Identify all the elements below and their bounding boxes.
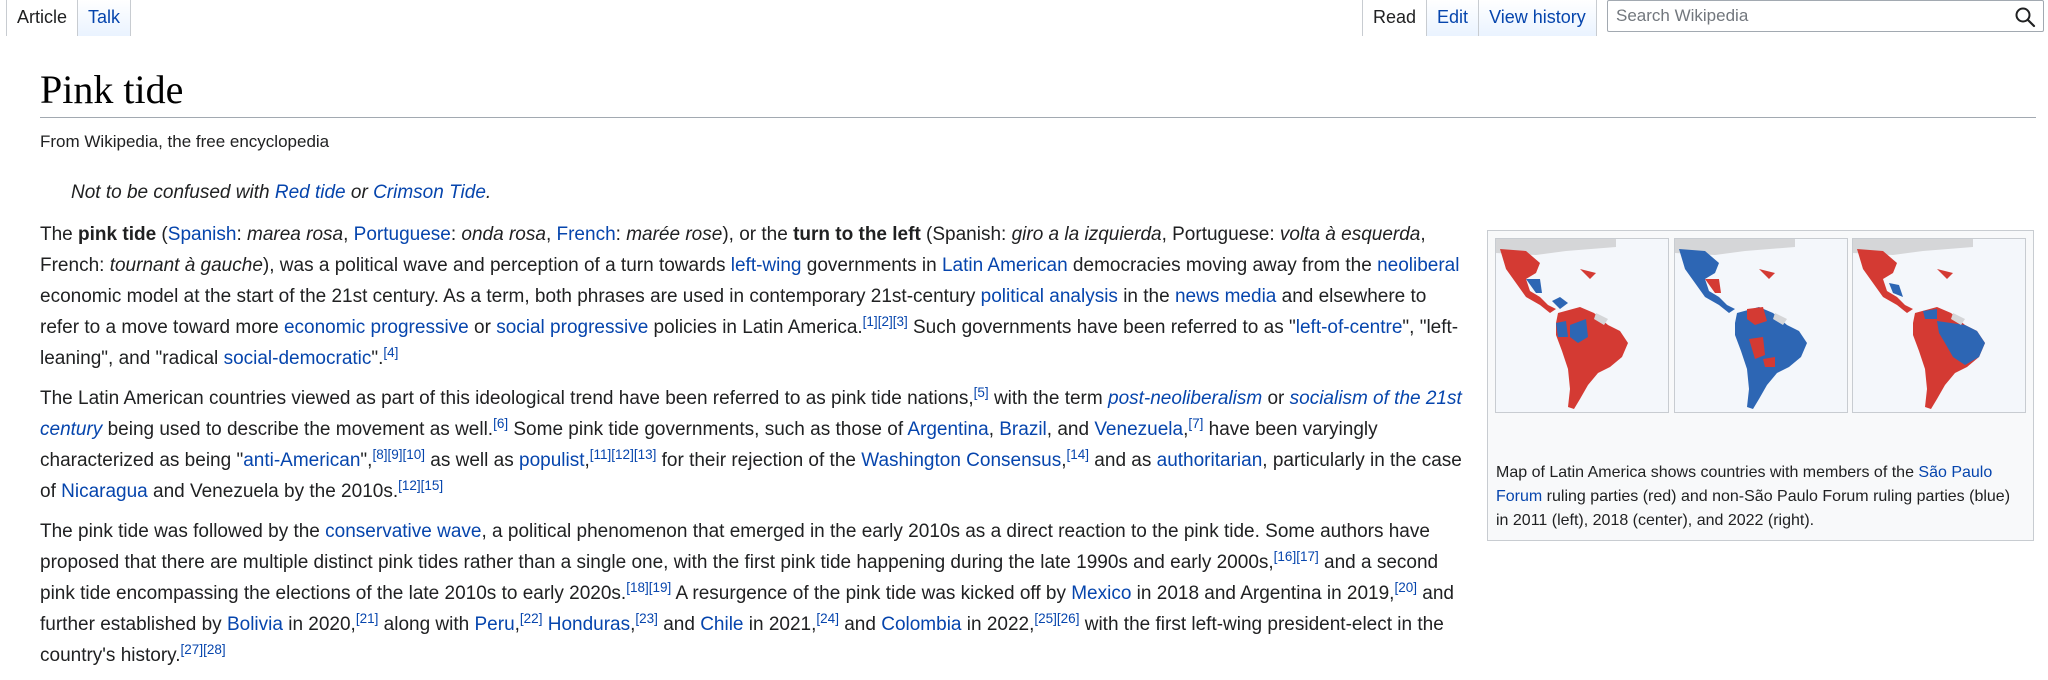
paragraph-text: , particularly in the case of [40, 450, 1462, 502]
tab-talk[interactable]: Talk [77, 0, 131, 36]
paragraph-text: : [236, 224, 247, 245]
paragraph-text: : [450, 224, 462, 245]
paragraph-text: , a political phenomenon that emerged in the early 2010s as a direct reaction to the pink tide. Some authors have proposed that there are multiple distinct pink tides rather than a single one, with the first pink tide happening during the late 1990s and early 2000s, [40, 521, 1430, 573]
paragraph-text: governments in [801, 255, 942, 276]
paragraph-text: , French: [40, 224, 1426, 276]
map-2011[interactable] [1495, 238, 1669, 413]
citation-group [356, 611, 379, 626]
paragraph-text: democracies moving away from the [1067, 255, 1378, 276]
link-venezuela[interactable]: Venezuela [1094, 419, 1184, 440]
citation-link[interactable]: [14] [1066, 447, 1090, 462]
link-authoritarian[interactable]: authoritarian [1156, 450, 1263, 471]
paragraph-text: , [545, 224, 557, 245]
citation-link[interactable]: [26] [1056, 611, 1080, 626]
paragraph-text: policies in Latin America. [648, 317, 863, 338]
citation-group [816, 611, 839, 626]
citation-link[interactable]: [5] [973, 385, 989, 400]
link-portuguese[interactable]: Portuguese [353, 224, 451, 245]
paragraph-text: ". [371, 348, 384, 369]
paragraph-text: along with [378, 614, 475, 635]
paragraph-text: , [1061, 450, 1067, 471]
link-social-democratic[interactable]: social-democratic [223, 348, 372, 369]
citation-link[interactable]: [12] [611, 447, 634, 462]
site-tagline: From Wikipedia, the free encyclopedia [40, 132, 330, 151]
citation-link[interactable]: [4] [383, 345, 399, 360]
paragraph-text: , Portuguese: [1161, 224, 1280, 245]
paragraph-text: ), was a political wave and perception of a turn towards [262, 255, 731, 276]
paragraph-text: and as [1089, 450, 1157, 471]
term-pink-tide: pink tide [78, 224, 157, 245]
italic-term: giro a la izquierda [1011, 224, 1162, 245]
link-left-wing[interactable]: left-wing [730, 255, 802, 276]
hatnote [71, 180, 491, 206]
search-input[interactable] [1616, 2, 1996, 30]
map-2018[interactable] [1674, 238, 1848, 413]
link-socialism-21st-century[interactable]: socialism of the 21st century [40, 388, 1462, 440]
citation-group [493, 416, 508, 431]
hatnote-text: Not to be confused with [71, 182, 275, 203]
paragraph-text: being used to describe the movement as well. [102, 419, 494, 440]
paragraph-text: The [40, 224, 79, 245]
view-tabs [1362, 0, 1597, 36]
map-caption [1496, 461, 2026, 533]
link-nicaragua[interactable]: Nicaragua [61, 481, 148, 502]
italic-term [1108, 388, 1262, 409]
citation-link[interactable]: [1] [862, 314, 878, 329]
citation-link[interactable]: [6] [493, 416, 509, 431]
link-news-media[interactable]: news media [1174, 286, 1277, 307]
citation-link[interactable]: [21] [355, 611, 379, 626]
link-brazil[interactable]: Brazil [999, 419, 1047, 440]
citation-group [398, 478, 443, 493]
paragraph-text: have been varyingly characterized as being " [40, 419, 1378, 471]
map-2022-image [1853, 239, 2025, 412]
search-box [1607, 0, 2044, 32]
citation-group [520, 611, 543, 626]
paragraph-text: economic model at the start of the 21st century. As a term, both phrases are used in contemporary 21st-century [40, 286, 981, 307]
citation-link[interactable]: [15] [420, 478, 444, 493]
paragraph-text: Some pink tide governments, such as those of [508, 419, 908, 440]
tab-read[interactable]: Read [1362, 0, 1426, 36]
citation-link[interactable]: [3] [892, 314, 908, 329]
map-thumbnail [1487, 230, 2034, 541]
link-argentina[interactable]: Argentina [907, 419, 989, 440]
citation-link[interactable]: [22] [519, 611, 543, 626]
link-mexico[interactable]: Mexico [1071, 583, 1132, 604]
italic-term: onda rosa [461, 224, 546, 245]
paragraph-text: or [468, 317, 497, 338]
tab-article[interactable]: Article [6, 0, 77, 36]
citation-group [383, 345, 398, 360]
paragraph-text: and [838, 614, 882, 635]
paragraph-text: and further established by [40, 583, 1454, 635]
link-social-progressive[interactable]: social progressive [496, 317, 649, 338]
link-spanish[interactable]: Spanish [167, 224, 237, 245]
paragraph-text: Such governments have been referred to as " [907, 317, 1296, 338]
citation-link[interactable]: [18] [626, 580, 649, 595]
citation-group [863, 314, 908, 329]
citation-link[interactable]: [25] [1034, 611, 1057, 626]
citation-group [1394, 580, 1417, 595]
paragraph-2 [40, 383, 1468, 507]
citation-link[interactable]: [9] [387, 447, 403, 462]
paragraph-text: with the first left-wing president-elect in the country's history. [40, 614, 1444, 666]
link-anti-american[interactable]: anti-American [243, 450, 361, 471]
citation-link[interactable]: [17] [1296, 549, 1319, 564]
paragraph-1 [40, 219, 1468, 374]
link-french[interactable]: French [556, 224, 616, 245]
paragraph-text: : [615, 224, 627, 245]
paragraph-text: with the term [988, 388, 1108, 409]
citation-group [181, 642, 226, 657]
paragraph-text: ), or the [722, 224, 794, 245]
page-title: Pink tide [40, 67, 184, 112]
link-economic-progressive[interactable]: economic progressive [283, 317, 469, 338]
citation-link[interactable]: [13] [633, 447, 657, 462]
paragraph-text: and a second pink tide encompassing the elections of the late 2010s to early 2020s. [40, 552, 1439, 604]
citation-link[interactable]: [12] [398, 478, 421, 493]
paragraph-text: , [343, 224, 354, 245]
paragraph-text: as well as [425, 450, 519, 471]
paragraph-text: and Venezuela by the 2010s. [147, 481, 399, 502]
link-crimson-tide[interactable]: Crimson Tide [373, 182, 486, 203]
citation-group [1188, 416, 1203, 431]
term-turn-to-the-left: turn to the left [793, 224, 921, 245]
citation-group [372, 447, 425, 462]
citation-group [1067, 447, 1090, 462]
citation-link[interactable]: [11] [589, 447, 612, 462]
tab-view-history[interactable]: View history [1478, 0, 1597, 36]
citation-group [590, 447, 657, 462]
tab-bar [0, 0, 2048, 36]
citation-link[interactable]: [16] [1273, 549, 1297, 564]
link-colombia[interactable]: Colombia [881, 614, 962, 635]
paragraph-text: in 2018 and Argentina in 2019, [1131, 583, 1395, 604]
paragraph-text: in the [1117, 286, 1175, 307]
citation-link[interactable]: [8] [372, 447, 388, 462]
citation-group [974, 385, 989, 400]
map-2018-image [1675, 239, 1847, 412]
map-2022[interactable] [1852, 238, 2026, 413]
italic-term: marea rosa [247, 224, 344, 245]
citation-group [1034, 611, 1079, 626]
paragraph-text: The Latin American countries viewed as part of this ideological trend have been referred to as pink tide nations, [40, 388, 974, 409]
citation-link[interactable]: [2] [877, 314, 893, 329]
citation-link[interactable]: [24] [816, 611, 839, 626]
paragraph-text: (Spanish: [920, 224, 1012, 245]
citation-group [1274, 549, 1319, 564]
citation-group [635, 611, 658, 626]
italic-term: volta à esquerda [1279, 224, 1421, 245]
citation-group [626, 580, 671, 595]
citation-link[interactable]: [20] [1394, 580, 1417, 595]
link-chile[interactable]: Chile [700, 614, 744, 635]
link-neoliberal[interactable]: neoliberal [1377, 255, 1460, 276]
title-divider [40, 117, 2036, 118]
paragraph-text: in 2022, [961, 614, 1035, 635]
paragraph-3 [40, 516, 1468, 671]
paragraph-text: , [584, 450, 590, 471]
link-political-analysis[interactable]: political analysis [980, 286, 1118, 307]
link-honduras[interactable]: Honduras [547, 614, 631, 635]
link-peru[interactable]: Peru [474, 614, 515, 635]
citation-link[interactable]: [27] [180, 642, 204, 657]
article-body [40, 219, 1468, 680]
link-left-of-centre[interactable]: left-of-centre [1295, 317, 1403, 338]
namespace-tabs [6, 0, 131, 36]
map-panels [1495, 238, 2026, 413]
paragraph-text: ", "left-leaning", and "radical [40, 317, 1459, 369]
link-conservative-wave[interactable]: conservative wave [325, 521, 482, 542]
italic-term: tournant à gauche [109, 255, 263, 276]
paragraph-text: , and [1046, 419, 1095, 440]
paragraph-text: A resurgence of the pink tide was kicked off by [671, 583, 1072, 604]
paragraph-text: in 2020, [282, 614, 356, 635]
paragraph-text: and [657, 614, 701, 635]
hatnote-text: or [345, 182, 374, 203]
link-red-tide[interactable]: Red tide [274, 182, 346, 203]
caption-text: ruling parties (red) and non-São Paulo Forum ruling parties (blue) in 2011 (left), 2018 (center), and 2022 (right). [1496, 488, 2011, 529]
paragraph-text: in 2021, [743, 614, 817, 635]
tab-edit[interactable]: Edit [1426, 0, 1478, 36]
link-washington-consensus[interactable]: Washington Consensus [861, 450, 1062, 471]
italic-term: marée rose [626, 224, 723, 245]
paragraph-text: for their rejection of the [656, 450, 862, 471]
link-latin-american[interactable]: Latin American [941, 255, 1068, 276]
link-populist[interactable]: populist [519, 450, 585, 471]
link-bolivia[interactable]: Bolivia [226, 614, 283, 635]
paragraph-text: , [514, 614, 520, 635]
citation-link[interactable]: [19] [648, 580, 672, 595]
paragraph-text: ( [156, 224, 168, 245]
citation-link[interactable]: [28] [203, 642, 226, 657]
hatnote-text: . [485, 182, 492, 203]
paragraph-text: , [1183, 419, 1189, 440]
paragraph-text: , [630, 614, 636, 635]
paragraph-text: or [1262, 388, 1290, 409]
caption-text: Map of Latin America shows countries with members of the [1496, 464, 1919, 481]
paragraph-text: and elsewhere to refer to a move toward more [40, 286, 1427, 338]
citation-link[interactable]: [7] [1188, 416, 1204, 431]
link-post-neoliberalism[interactable]: post-neoliberalism [1108, 388, 1263, 409]
link-sao-paulo-forum[interactable]: São Paulo Forum [1496, 464, 1993, 505]
map-2011-image [1496, 239, 1668, 412]
paragraph-text: , [988, 419, 1000, 440]
paragraph-text: The pink tide was followed by the [40, 521, 326, 542]
citation-link[interactable]: [10] [402, 447, 426, 462]
search-icon[interactable] [2013, 5, 2037, 29]
paragraph-text: ", [360, 450, 373, 471]
citation-link[interactable]: [23] [635, 611, 658, 626]
